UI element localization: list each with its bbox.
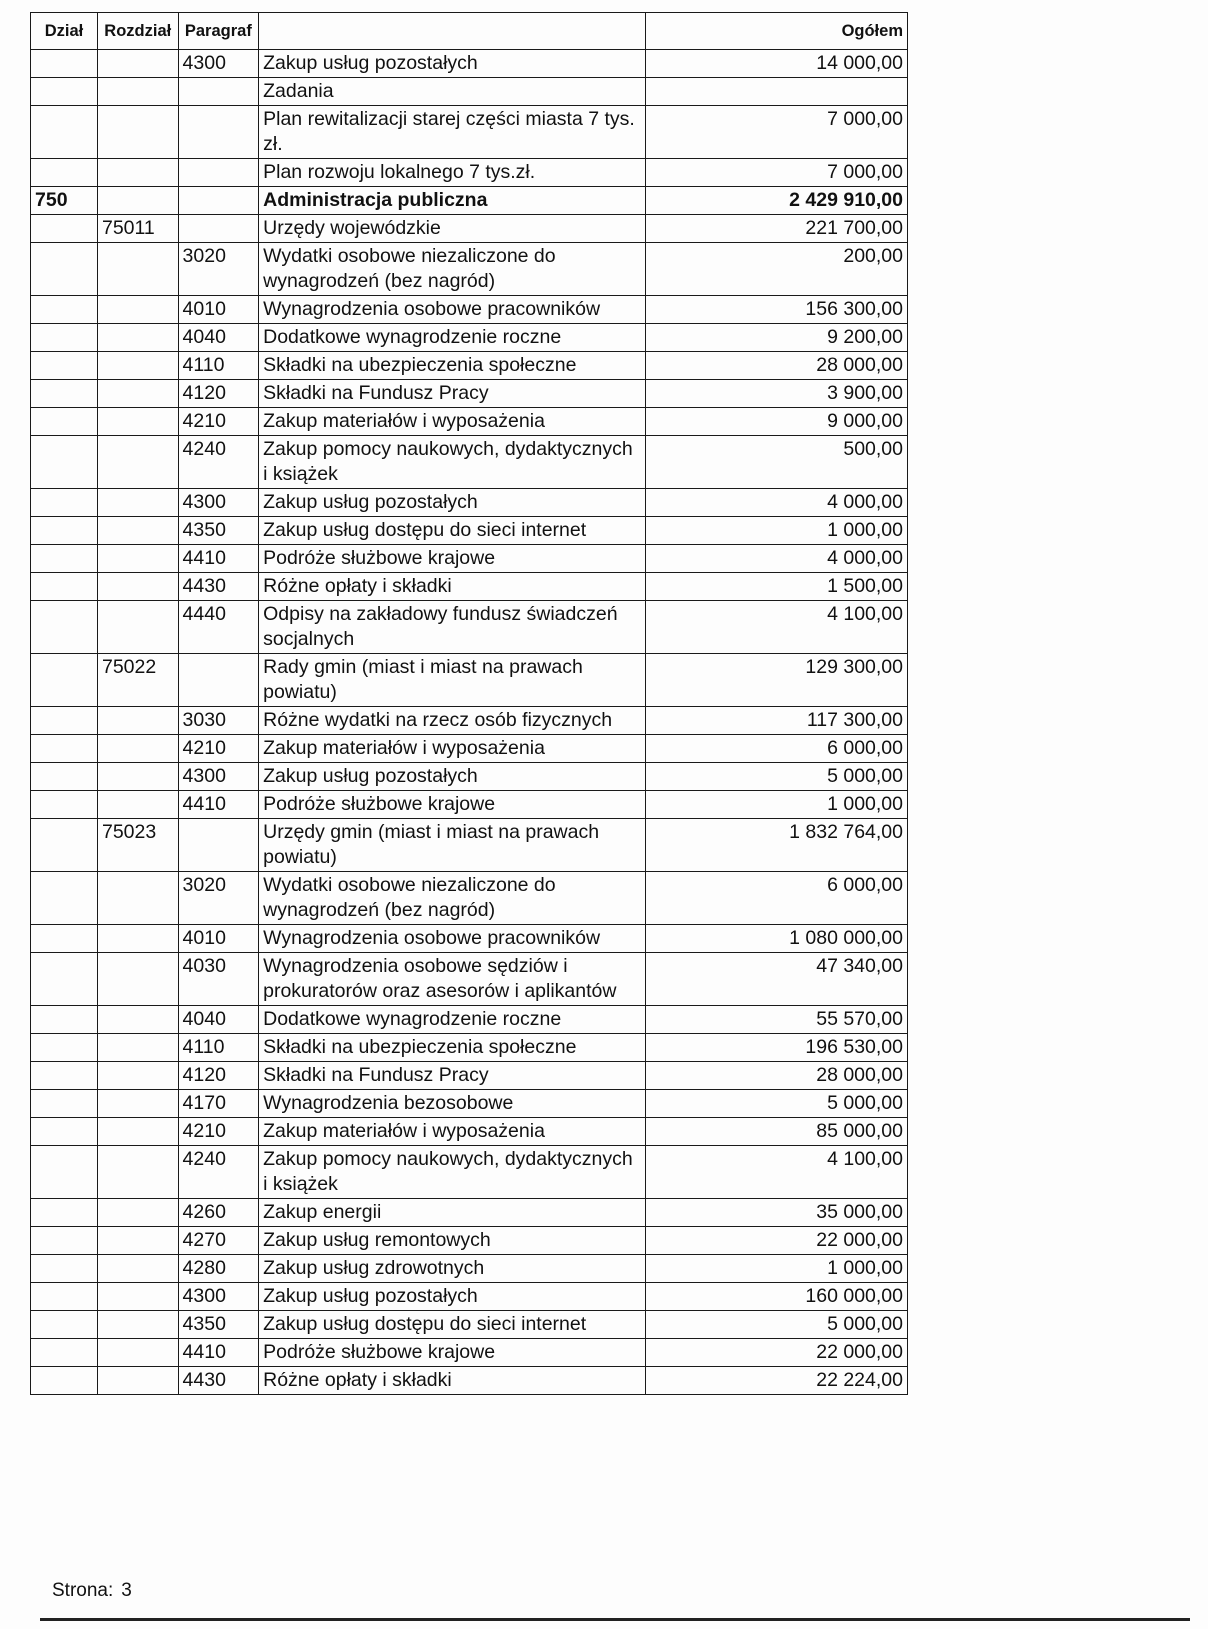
- cell-rozdzial: [97, 436, 178, 489]
- paragraf-row: [31, 791, 908, 819]
- paragraf-row: [31, 1255, 908, 1283]
- cell-kwota: 5 000,00: [646, 1311, 908, 1339]
- paragraf-row: [31, 1199, 908, 1227]
- table-body: [31, 50, 908, 1395]
- cell-kwota: 1 000,00: [646, 517, 908, 545]
- cell-rozdzial: [97, 735, 178, 763]
- cell-paragraf: 4350: [178, 517, 259, 545]
- cell-opis: Różne opłaty i składki: [259, 573, 646, 601]
- cell-rozdzial: 75011: [97, 215, 178, 243]
- scan-edge-line: [40, 1618, 1190, 1621]
- cell-rozdzial: [97, 953, 178, 1006]
- cell-paragraf: 4170: [178, 1090, 259, 1118]
- cell-dzial: [31, 1311, 98, 1339]
- cell-rozdzial: [97, 1146, 178, 1199]
- cell-rozdzial: [97, 50, 178, 78]
- cell-opis: Zakup usług dostępu do sieci internet: [259, 517, 646, 545]
- cell-kwota: 7 000,00: [646, 159, 908, 187]
- cell-dzial: [31, 1199, 98, 1227]
- cell-dzial: [31, 925, 98, 953]
- cell-paragraf: 4210: [178, 1118, 259, 1146]
- cell-dzial: [31, 1118, 98, 1146]
- cell-kwota: 6 000,00: [646, 735, 908, 763]
- cell-rozdzial: [97, 489, 178, 517]
- cell-kwota: 160 000,00: [646, 1283, 908, 1311]
- cell-rozdzial: [97, 78, 178, 106]
- cell-rozdzial: [97, 243, 178, 296]
- cell-dzial: [31, 601, 98, 654]
- cell-opis: Administracja publiczna: [259, 187, 646, 215]
- cell-opis: Składki na ubezpieczenia społeczne: [259, 1034, 646, 1062]
- cell-opis: Zakup usług zdrowotnych: [259, 1255, 646, 1283]
- cell-rozdzial: [97, 872, 178, 925]
- cell-opis: Zakup materiałów i wyposażenia: [259, 408, 646, 436]
- cell-opis: Składki na Fundusz Pracy: [259, 380, 646, 408]
- cell-paragraf: 3030: [178, 707, 259, 735]
- cell-kwota: 9 200,00: [646, 324, 908, 352]
- cell-opis: Plan rozwoju lokalnego 7 tys.zł.: [259, 159, 646, 187]
- cell-dzial: [31, 545, 98, 573]
- cell-kwota: 129 300,00: [646, 654, 908, 707]
- cell-rozdzial: [97, 573, 178, 601]
- cell-paragraf: 3020: [178, 872, 259, 925]
- cell-paragraf: 4040: [178, 1006, 259, 1034]
- cell-paragraf: 4410: [178, 1339, 259, 1367]
- rozdzial-row: [31, 215, 908, 243]
- cell-dzial: [31, 215, 98, 243]
- cell-dzial: [31, 1283, 98, 1311]
- cell-rozdzial: [97, 296, 178, 324]
- cell-kwota: 47 340,00: [646, 953, 908, 1006]
- cell-paragraf: 4110: [178, 1034, 259, 1062]
- paragraf-row: [31, 324, 908, 352]
- cell-paragraf: 4030: [178, 953, 259, 1006]
- cell-paragraf: 4260: [178, 1199, 259, 1227]
- cell-dzial: [31, 707, 98, 735]
- header-rozdzial: Rozdział: [97, 13, 178, 50]
- paragraf-row: [31, 1034, 908, 1062]
- cell-opis: Wynagrodzenia osobowe pracowników: [259, 296, 646, 324]
- cell-opis: Wydatki osobowe niezaliczone do wynagrodzeń (bez nagród): [259, 872, 646, 925]
- cell-paragraf: 4300: [178, 489, 259, 517]
- cell-opis: Zakup usług pozostałych: [259, 1283, 646, 1311]
- cell-dzial: [31, 1367, 98, 1395]
- cell-kwota: 55 570,00: [646, 1006, 908, 1034]
- cell-paragraf: 4410: [178, 791, 259, 819]
- cell-opis: Zakup usług pozostałych: [259, 489, 646, 517]
- cell-dzial: [31, 735, 98, 763]
- cell-paragraf: 4210: [178, 408, 259, 436]
- cell-dzial: [31, 791, 98, 819]
- cell-dzial: [31, 296, 98, 324]
- cell-opis: Urzędy wojewódzkie: [259, 215, 646, 243]
- cell-paragraf: 3020: [178, 243, 259, 296]
- cell-paragraf: 4120: [178, 380, 259, 408]
- cell-dzial: [31, 1339, 98, 1367]
- cell-rozdzial: [97, 545, 178, 573]
- paragraf-row: [31, 953, 908, 1006]
- cell-paragraf: 4110: [178, 352, 259, 380]
- budget-table: [30, 12, 908, 1395]
- cell-paragraf: 4280: [178, 1255, 259, 1283]
- cell-opis: Zakup energii: [259, 1199, 646, 1227]
- cell-opis: Odpisy na zakładowy fundusz świadczeń socjalnych: [259, 601, 646, 654]
- cell-opis: Zakup materiałów i wyposażenia: [259, 1118, 646, 1146]
- rozdzial-row: [31, 654, 908, 707]
- cell-paragraf: [178, 78, 259, 106]
- cell-rozdzial: [97, 1006, 178, 1034]
- cell-dzial: [31, 763, 98, 791]
- cell-dzial: [31, 1062, 98, 1090]
- dzial-row: [31, 187, 908, 215]
- cell-opis: Podróże służbowe krajowe: [259, 545, 646, 573]
- cell-kwota: 14 000,00: [646, 50, 908, 78]
- paragraf-row: [31, 436, 908, 489]
- cell-opis: Zakup materiałów i wyposażenia: [259, 735, 646, 763]
- paragraf-row: [31, 1283, 908, 1311]
- cell-kwota: 28 000,00: [646, 352, 908, 380]
- cell-rozdzial: [97, 925, 178, 953]
- task-row: [31, 159, 908, 187]
- cell-paragraf: 4240: [178, 1146, 259, 1199]
- cell-kwota: 5 000,00: [646, 763, 908, 791]
- cell-rozdzial: [97, 791, 178, 819]
- cell-dzial: [31, 436, 98, 489]
- cell-rozdzial: [97, 601, 178, 654]
- cell-dzial: [31, 517, 98, 545]
- cell-kwota: 22 000,00: [646, 1227, 908, 1255]
- paragraf-row: [31, 408, 908, 436]
- paragraf-row: [31, 517, 908, 545]
- cell-kwota: 35 000,00: [646, 1199, 908, 1227]
- cell-opis: Składki na Fundusz Pracy: [259, 1062, 646, 1090]
- cell-dzial: [31, 1255, 98, 1283]
- cell-kwota: 2 429 910,00: [646, 187, 908, 215]
- paragraf-row: [31, 489, 908, 517]
- paragraf-row: [31, 545, 908, 573]
- cell-rozdzial: [97, 1090, 178, 1118]
- cell-opis: Dodatkowe wynagrodzenie roczne: [259, 1006, 646, 1034]
- cell-opis: Urzędy gmin (miast i miast na prawach powiatu): [259, 819, 646, 872]
- cell-opis: Podróże służbowe krajowe: [259, 1339, 646, 1367]
- cell-paragraf: 4300: [178, 50, 259, 78]
- cell-kwota: 1 832 764,00: [646, 819, 908, 872]
- cell-kwota: 156 300,00: [646, 296, 908, 324]
- cell-dzial: [31, 573, 98, 601]
- cell-opis: Składki na ubezpieczenia społeczne: [259, 352, 646, 380]
- cell-opis: Zakup usług dostępu do sieci internet: [259, 1311, 646, 1339]
- cell-paragraf: 4040: [178, 324, 259, 352]
- cell-paragraf: 4120: [178, 1062, 259, 1090]
- cell-dzial: [31, 1034, 98, 1062]
- paragraf-row: [31, 1006, 908, 1034]
- cell-kwota: 1 500,00: [646, 573, 908, 601]
- cell-rozdzial: 75022: [97, 654, 178, 707]
- table-header-row: [31, 13, 908, 50]
- cell-opis: Różne wydatki na rzecz osób fizycznych: [259, 707, 646, 735]
- paragraf-row: [31, 735, 908, 763]
- cell-dzial: [31, 489, 98, 517]
- header-ogolem: Ogółem: [646, 13, 908, 50]
- cell-opis: Zakup usług pozostałych: [259, 763, 646, 791]
- cell-paragraf: 4240: [178, 436, 259, 489]
- cell-dzial: [31, 50, 98, 78]
- page-footer: [52, 1580, 140, 1602]
- cell-rozdzial: [97, 324, 178, 352]
- cell-kwota: [646, 78, 908, 106]
- cell-kwota: 4 100,00: [646, 1146, 908, 1199]
- paragraf-row: [31, 925, 908, 953]
- paragraf-row: [31, 1090, 908, 1118]
- cell-rozdzial: 75023: [97, 819, 178, 872]
- cell-paragraf: 4410: [178, 545, 259, 573]
- cell-kwota: 1 000,00: [646, 1255, 908, 1283]
- cell-kwota: 22 000,00: [646, 1339, 908, 1367]
- cell-kwota: 500,00: [646, 436, 908, 489]
- cell-rozdzial: [97, 1339, 178, 1367]
- cell-paragraf: 4210: [178, 735, 259, 763]
- cell-opis: Zakup pomocy naukowych, dydaktycznych i książek: [259, 1146, 646, 1199]
- cell-paragraf: [178, 159, 259, 187]
- cell-kwota: 85 000,00: [646, 1118, 908, 1146]
- cell-rozdzial: [97, 187, 178, 215]
- cell-rozdzial: [97, 1118, 178, 1146]
- paragraf-row: [31, 352, 908, 380]
- cell-kwota: 200,00: [646, 243, 908, 296]
- cell-paragraf: 4430: [178, 1367, 259, 1395]
- paragraf-row: [31, 296, 908, 324]
- cell-opis: Zakup usług pozostałych: [259, 50, 646, 78]
- cell-kwota: 196 530,00: [646, 1034, 908, 1062]
- cell-opis: Wynagrodzenia osobowe pracowników: [259, 925, 646, 953]
- header-paragraf: Paragraf: [178, 13, 259, 50]
- cell-dzial: [31, 243, 98, 296]
- cell-paragraf: 4440: [178, 601, 259, 654]
- cell-kwota: 5 000,00: [646, 1090, 908, 1118]
- paragraf-row: [31, 1146, 908, 1199]
- cell-opis: Dodatkowe wynagrodzenie roczne: [259, 324, 646, 352]
- cell-paragraf: [178, 819, 259, 872]
- cell-kwota: 4 100,00: [646, 601, 908, 654]
- cell-opis: Plan rewitalizacji starej części miasta 7 tys. zł.: [259, 106, 646, 159]
- task-row: [31, 78, 908, 106]
- cell-paragraf: 4270: [178, 1227, 259, 1255]
- paragraf-row: [31, 707, 908, 735]
- cell-rozdzial: [97, 1062, 178, 1090]
- cell-kwota: 22 224,00: [646, 1367, 908, 1395]
- cell-opis: Wydatki osobowe niezaliczone do wynagrodzeń (bez nagród): [259, 243, 646, 296]
- cell-dzial: [31, 408, 98, 436]
- paragraf-row: [31, 573, 908, 601]
- paragraf-row: [31, 1367, 908, 1395]
- cell-dzial: [31, 380, 98, 408]
- cell-kwota: 3 900,00: [646, 380, 908, 408]
- cell-paragraf: 4300: [178, 1283, 259, 1311]
- cell-kwota: 1 000,00: [646, 791, 908, 819]
- cell-rozdzial: [97, 1199, 178, 1227]
- rozdzial-row: [31, 819, 908, 872]
- cell-opis: Zakup pomocy naukowych, dydaktycznych i książek: [259, 436, 646, 489]
- paragraf-row: [31, 1227, 908, 1255]
- cell-paragraf: 4300: [178, 763, 259, 791]
- cell-rozdzial: [97, 352, 178, 380]
- cell-paragraf: 4430: [178, 573, 259, 601]
- cell-paragraf: [178, 106, 259, 159]
- cell-dzial: [31, 352, 98, 380]
- paragraf-row: [31, 243, 908, 296]
- paragraf-row: [31, 872, 908, 925]
- cell-rozdzial: [97, 1227, 178, 1255]
- cell-kwota: 9 000,00: [646, 408, 908, 436]
- cell-rozdzial: [97, 707, 178, 735]
- cell-rozdzial: [97, 408, 178, 436]
- cell-kwota: 1 080 000,00: [646, 925, 908, 953]
- cell-kwota: 221 700,00: [646, 215, 908, 243]
- cell-rozdzial: [97, 1311, 178, 1339]
- page-number: 3: [121, 1580, 132, 1601]
- cell-opis: Podróże służbowe krajowe: [259, 791, 646, 819]
- cell-rozdzial: [97, 1034, 178, 1062]
- paragraf-row: [31, 601, 908, 654]
- cell-dzial: [31, 953, 98, 1006]
- task-row: [31, 106, 908, 159]
- paragraf-row: [31, 1311, 908, 1339]
- cell-opis: Rady gmin (miast i miast na prawach powiatu): [259, 654, 646, 707]
- cell-dzial: 750: [31, 187, 98, 215]
- cell-opis: Zadania: [259, 78, 646, 106]
- cell-paragraf: [178, 215, 259, 243]
- header-opis: [259, 13, 646, 50]
- cell-rozdzial: [97, 1255, 178, 1283]
- cell-kwota: 4 000,00: [646, 545, 908, 573]
- cell-kwota: 117 300,00: [646, 707, 908, 735]
- cell-kwota: 7 000,00: [646, 106, 908, 159]
- cell-dzial: [31, 654, 98, 707]
- cell-rozdzial: [97, 106, 178, 159]
- cell-dzial: [31, 159, 98, 187]
- paragraf-row: [31, 1339, 908, 1367]
- cell-kwota: 4 000,00: [646, 489, 908, 517]
- cell-dzial: [31, 106, 98, 159]
- cell-dzial: [31, 1227, 98, 1255]
- page-label: Strona:: [52, 1580, 114, 1601]
- cell-rozdzial: [97, 517, 178, 545]
- header-dzial: Dział: [31, 13, 98, 50]
- paragraf-row: [31, 763, 908, 791]
- paragraf-row: [31, 380, 908, 408]
- cell-rozdzial: [97, 159, 178, 187]
- paragraf-row: [31, 50, 908, 78]
- cell-dzial: [31, 78, 98, 106]
- cell-rozdzial: [97, 1367, 178, 1395]
- cell-paragraf: 4350: [178, 1311, 259, 1339]
- paragraf-row: [31, 1118, 908, 1146]
- cell-dzial: [31, 1146, 98, 1199]
- cell-paragraf: 4010: [178, 296, 259, 324]
- cell-dzial: [31, 324, 98, 352]
- cell-dzial: [31, 819, 98, 872]
- cell-kwota: 28 000,00: [646, 1062, 908, 1090]
- cell-paragraf: [178, 187, 259, 215]
- cell-dzial: [31, 1090, 98, 1118]
- cell-opis: Wynagrodzenia bezosobowe: [259, 1090, 646, 1118]
- cell-paragraf: 4010: [178, 925, 259, 953]
- cell-opis: Wynagrodzenia osobowe sędziów i prokuratorów oraz asesorów i aplikantów: [259, 953, 646, 1006]
- cell-rozdzial: [97, 380, 178, 408]
- cell-rozdzial: [97, 1283, 178, 1311]
- cell-dzial: [31, 872, 98, 925]
- cell-kwota: 6 000,00: [646, 872, 908, 925]
- cell-dzial: [31, 1006, 98, 1034]
- cell-opis: Zakup usług remontowych: [259, 1227, 646, 1255]
- cell-opis: Różne opłaty i składki: [259, 1367, 646, 1395]
- paragraf-row: [31, 1062, 908, 1090]
- cell-paragraf: [178, 654, 259, 707]
- cell-rozdzial: [97, 763, 178, 791]
